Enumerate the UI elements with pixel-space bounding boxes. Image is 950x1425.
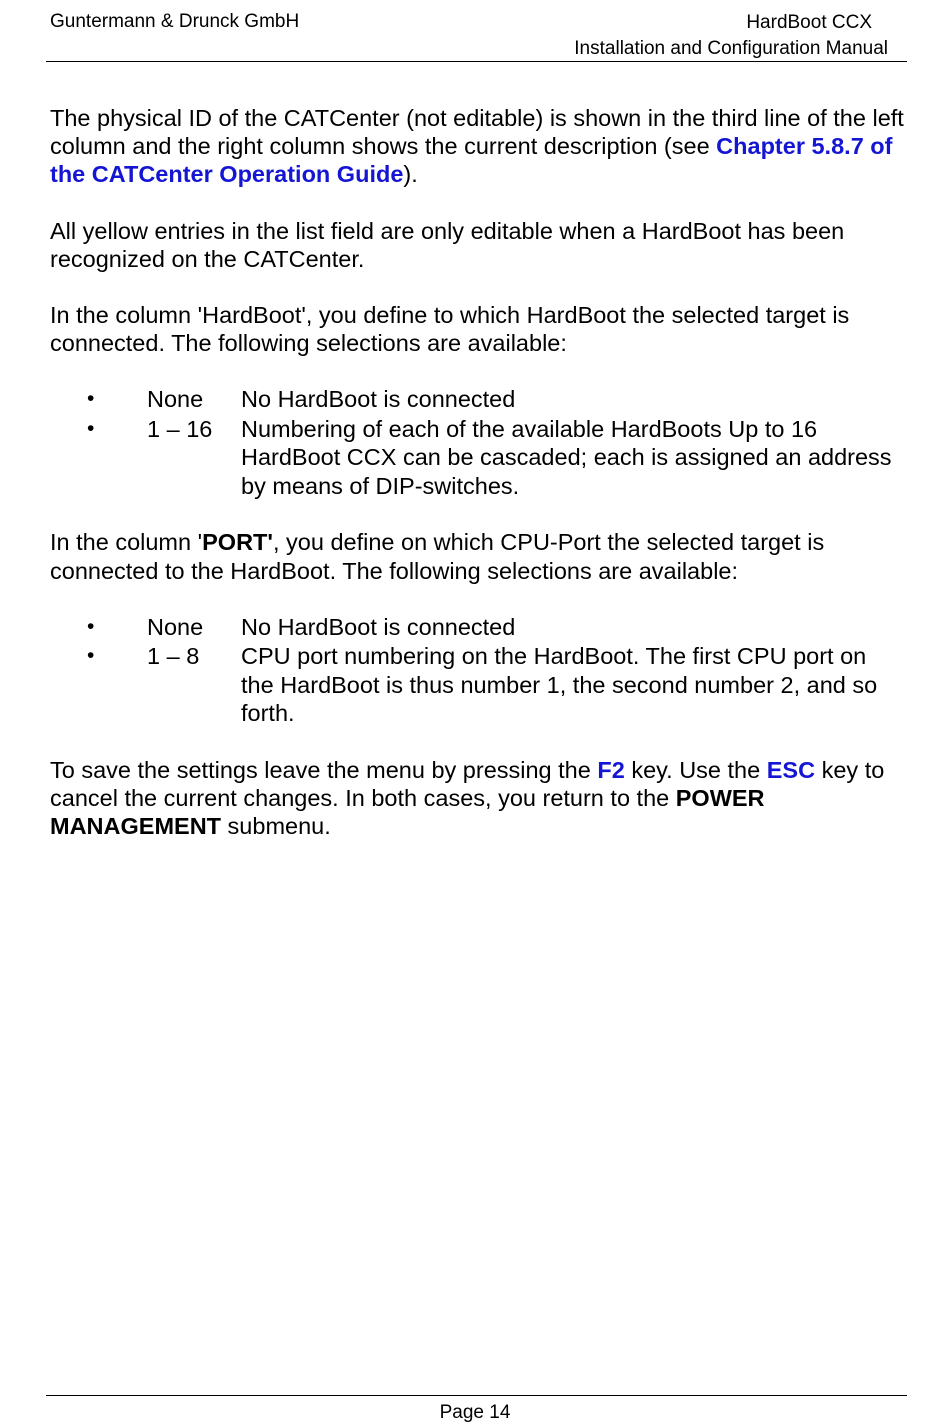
header-product: HardBoot CCX [746,12,872,33]
list-item-description: No HardBoot is connected [241,613,516,640]
list-item [50,415,905,501]
paragraph-text: In the column ' [50,529,203,556]
paragraph-text: To save the settings leave the menu by pressing the [50,756,598,783]
port-selection-list [50,613,905,728]
list-item-term: None [147,613,204,640]
paragraph-hardboot-column: In the column 'HardBoot', you define to which HardBoot the selected target is connected. The following selections are available: [50,302,850,357]
list-item [50,642,905,728]
bullet-glyph: • [87,614,95,638]
paragraph-text: The physical ID of the CATCenter (not editable) is shown in the third line of the left column and the right column shows the current description (see [50,105,904,160]
list-item [50,613,905,642]
bullet-glyph: • [87,387,95,411]
footer-divider [46,1395,907,1396]
bullet-glyph: • [87,644,95,668]
chapter-link[interactable]: Chapter 5.8.7 of the CATCenter Operation Guide [50,133,893,188]
page-body [50,104,905,868]
page-number: Page 14 [439,1402,511,1423]
port-label: PORT' [202,529,273,556]
paragraph-port-column [50,528,905,584]
header-manual-title: Installation and Configuration Manual [574,38,888,59]
paragraph-text: submenu. [221,813,331,840]
paragraph-text: key to cancel the current changes. In both cases, you return to the [50,756,885,812]
paragraph-save-settings [50,756,905,841]
paragraph-yellow-entries: All yellow entries in the list field are only editable when a HardBoot has been recognized on the CATCenter. [50,217,845,272]
list-item [50,385,905,414]
list-item-description: Numbering of each of the available HardBoots Up to 16 HardBoot CCX can be cascaded; each is assigned an address by means of DIP-switches. [241,415,892,499]
paragraph-text: ). [403,161,418,188]
paragraph-text: , you define on which CPU-Port the selected target is connected to the HardBoot. The following selections are available: [50,529,825,584]
paragraph-text: key. Use the [624,756,767,783]
header-company: Guntermann & Drunck GmbH [50,11,300,32]
list-item-term: None [147,386,204,413]
list-item-description: No HardBoot is connected [241,386,516,413]
f2-key-label: F2 [597,756,625,783]
list-item-description: CPU port numbering on the HardBoot. The first CPU port on the HardBoot is thus number 1, the second number 2, and so forth. [241,643,878,727]
list-item-term: 1 – 8 [147,643,200,670]
header-divider [46,61,907,62]
header-right [574,10,888,62]
hardboot-selection-list [50,385,905,500]
list-item-term: 1 – 16 [147,415,213,442]
esc-key-label: ESC [766,756,816,783]
bullet-glyph: • [87,416,95,440]
paragraph-physical-id [50,104,905,189]
power-management-label: POWER MANAGEMENT [50,785,765,840]
